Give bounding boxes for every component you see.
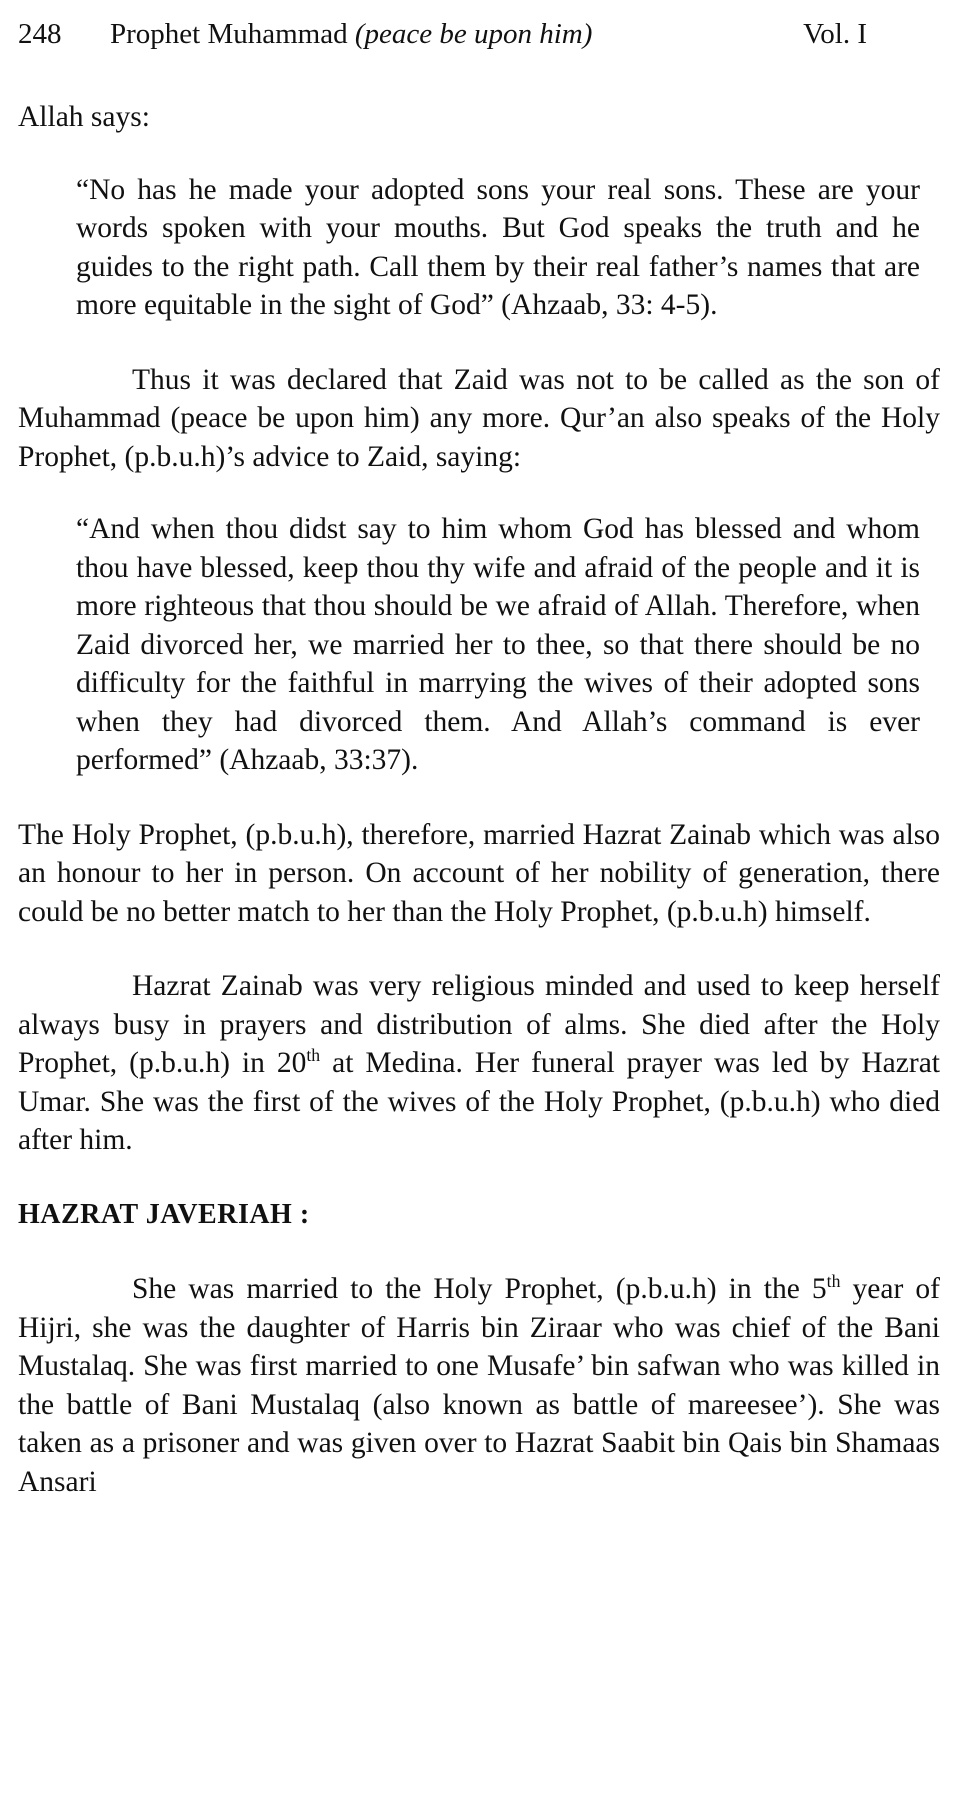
ordinal-suffix: th	[826, 1271, 841, 1292]
paragraph-2: The Holy Prophet, (p.b.u.h), therefore, married Hazrat Zainab which was also an honour to her in person. On account of her nobility of generation, there could be no better match to her than the Holy Prophet, (p.b.u.h) himself.	[18, 818, 940, 928]
volume-label: Vol. I	[803, 18, 867, 50]
book-title: Prophet Muhammad	[110, 18, 348, 50]
page-body	[18, 98, 940, 1501]
page-header	[18, 14, 942, 54]
page-number: 248	[18, 18, 62, 50]
running-title	[110, 14, 592, 54]
paragraph-4: She was married to the Holy Prophet, (p.b.u.h) in the 5th year of Hijri, she was the daughter of Harris bin Ziraar who was chief of the Bani Mustalaq. She was first married to one Musafe’ bin safwan who was killed in the battle of Bani Mustalaq (also known as battle of mareesee’). She was taken as a prisoner and was given over to Hazrat Saabit bin Qais bin Shamaas Ansari	[18, 1271, 940, 1498]
ordinal-suffix: th	[306, 1045, 321, 1066]
book-title-honorific: (peace be upon him)	[354, 18, 593, 50]
intro-line: Allah says:	[18, 101, 150, 133]
quran-quote-2: “And when thou didst say to him whom God has blessed and whom thou have blessed, keep thou thy wife and afraid of the people and it is more righteous that thou should be we afraid of Allah. Therefore, when Zaid divorced her, we married her to thee, so that there should be no difficulty for the faithful in marrying the wives of their adopted sons when they had divorced them. And Allah’s command is ever performed” (Ahzaab, 33:37).	[76, 513, 920, 776]
paragraph-3: Hazrat Zainab was very religious minded and used to keep herself always busy in prayers and distribution of alms. She died after the Holy Prophet, (p.b.u.h) in 20th at Medina. Her funeral prayer was led by Hazrat Umar. She was the first of the wives of the Holy Prophet, (p.b.u.h) who died after him.	[18, 970, 940, 1156]
section-heading: HAZRAT JAVERIAH :	[18, 1198, 310, 1230]
quran-quote-1: “No has he made your adopted sons your real sons. These are your words spoken with your mouths. But God speaks the truth and he guides to the right path. Call them by their real father’s names that are more equitable in the sight of God” (Ahzaab, 33: 4-5).	[76, 173, 920, 321]
paragraph-1: Thus it was declared that Zaid was not to be called as the son of Muhammad (peace be upon him) any more. Qur’an also speaks of the Holy Prophet, (p.b.u.h)’s advice to Zaid, saying:	[18, 363, 940, 473]
